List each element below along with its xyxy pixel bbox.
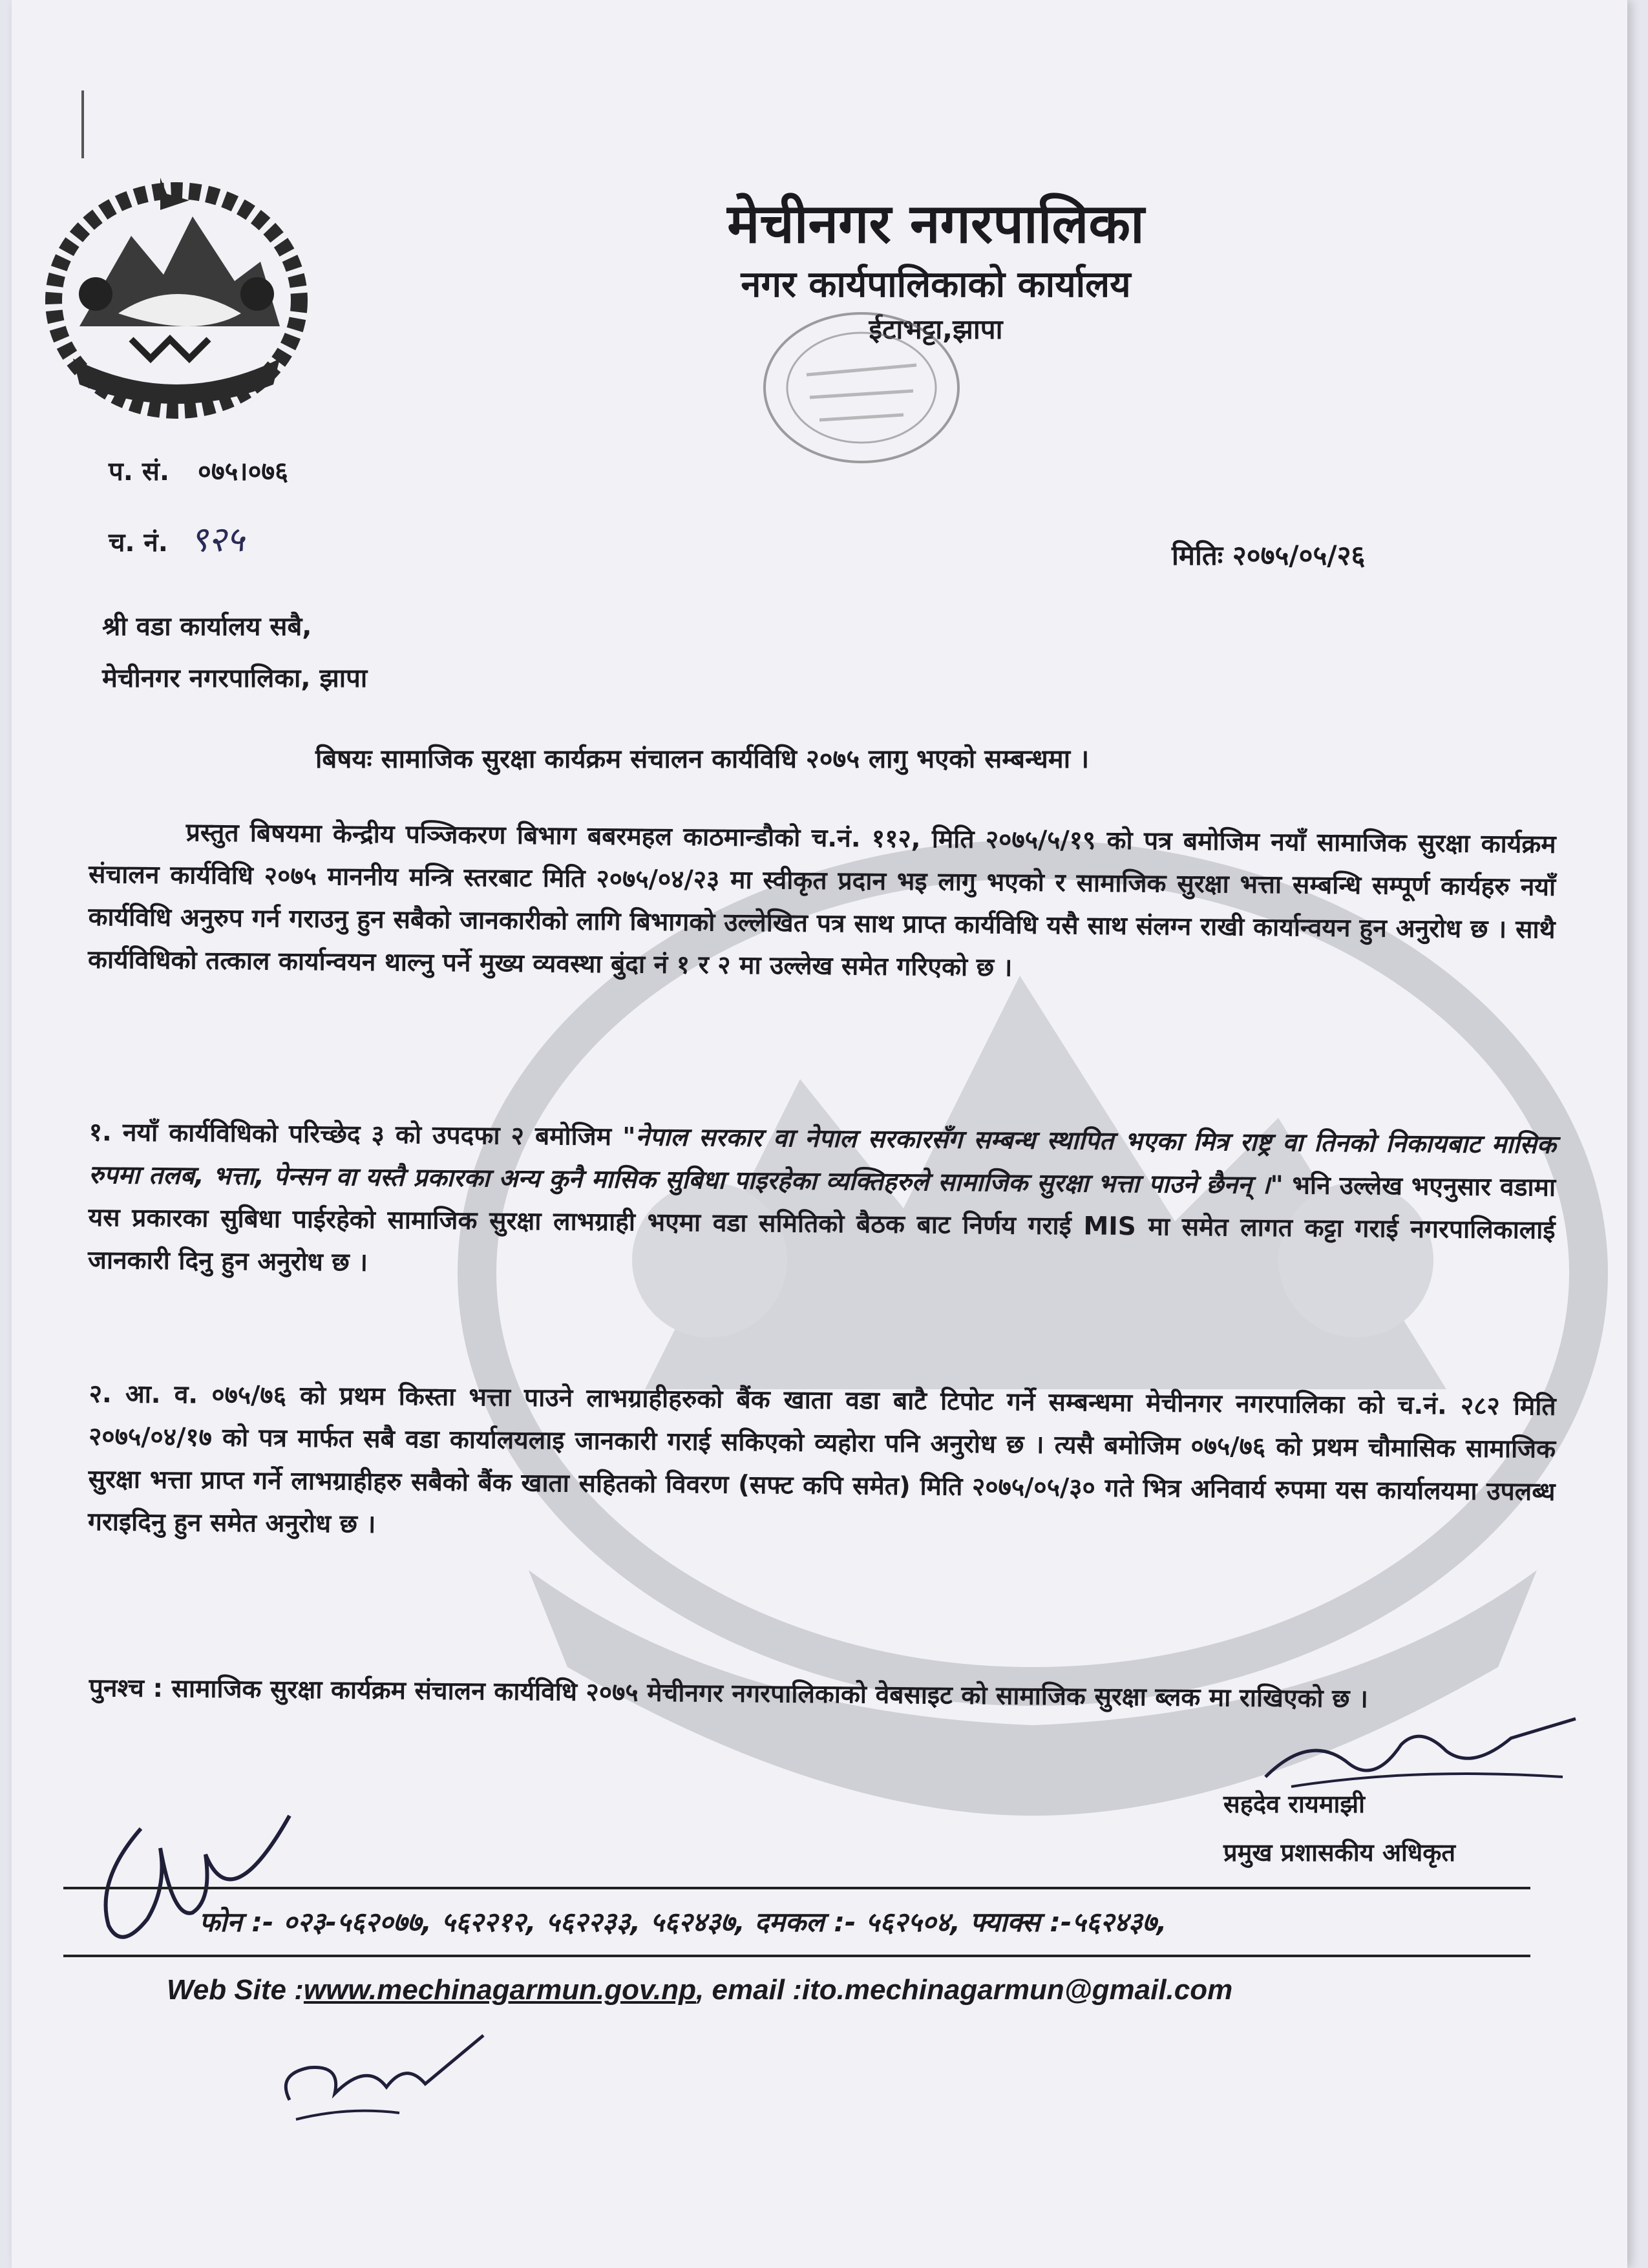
dispatch-number bbox=[109, 514, 244, 562]
signer-name: सहदेव रायमाझी bbox=[1223, 1790, 1365, 1818]
postscript: पुनश्च : सामाजिक सुरक्षा कार्यक्रम संचालन कार्यविधि २०७५ मेचीनगर नगरपालिकाको वेबसाइट को सामाजिक सुरक्षा ब्लक मा राखिएको छ । bbox=[89, 1673, 1369, 1714]
body-paragraph-2 bbox=[88, 1111, 1556, 1295]
ps-value: ०७५।०७६ bbox=[198, 457, 288, 487]
margin-mark bbox=[81, 90, 84, 158]
office-location: ईटाभट्टा,झापा bbox=[869, 313, 1003, 345]
letter-subject: बिषयः सामाजिक सुरक्षा कार्यक्रम संचालन कार्यविधि २०७५ लागु भएको सम्बन्धमा । bbox=[315, 744, 1090, 774]
p2-suffix: " भनि उल्लेख भएनुसार वडामा यस प्रकारका सुबिधा पाईरहेको सामाजिक सुरक्षा लाभग्राही भएमा वडा समितिको बैठक बाट निर्णय गराई MIS मा समेत लागत कट्टा गराई नगरपालिकालाई जानकारी दिनु हुन अनुरोध छ । bbox=[87, 1170, 1556, 1277]
office-name: नगर कार्यपालिकाको कार्यालय bbox=[741, 264, 1131, 306]
footer-phone: फोन :- ०२३-५६२०७७, ५६२२१२, ५६२२३३, ५६२४३७, दमकल :- ५६२५०४, फ्याक्स :-५६२४३७, bbox=[199, 1906, 1167, 1938]
signature-scribble-icon bbox=[1252, 1706, 1589, 1796]
footer-rule-bottom bbox=[63, 1955, 1530, 1957]
email-link[interactable]: ito.mechinagarmun@gmail.com bbox=[801, 1974, 1233, 2006]
office-stamp-icon bbox=[755, 304, 968, 472]
cn-value: ९२५ bbox=[189, 519, 245, 560]
footer-rule-top bbox=[63, 1887, 1530, 1889]
body-paragraph-3: २. आ. व. ०७५/७६ को प्रथम किस्ता भत्ता पाउने लाभग्राहीहरुको बैंक खाता वडा बाटै टिपोट गर्ने सम्बन्धमा मेचीनगर नगरपालिका को च.नं. २८२ मिति २०७५/०४/१७ को पत्र मार्फत सबै वडा कार्यालयलाइ जानकारी गराई सकिएको व्यहोरा पनि अनुरोध छ । त्यसै बमोजिम ०७५/७६ को प्रथम चौमासिक सामाजिक सुरक्षा भत्ता प्राप्त गर्ने लाभग्राहीहरु सबैको बैंक खाता सहितको विवरण (सफ्ट कपि समेत) मिति २०७५/०५/३० गते भित्र अनिवार्य रुपमा यस कार्यालयमा उपलब्ध गराइदिनु हुन समेत अनुरोध छ । bbox=[87, 1379, 1556, 1539]
letter-page bbox=[12, 0, 1627, 2268]
letter-date: मितिः २०७५/०५/२६ bbox=[1172, 540, 1366, 571]
signer-title: प्रमुख प्रशासकीय अधिकृत bbox=[1223, 1838, 1456, 1867]
addressee-line-2: मेचीनगर नगरपालिका, झापा bbox=[102, 664, 368, 693]
p2-quote: नेपाल सरकार वा नेपाल सरकारसँग सम्बन्ध स्थापित भएका मित्र राष्ट्र वा तिनको निकायबाट मासिक रुपमा तलब, भत्ता, पेन्सन वा यस्तै प्रकारका अन्य कुनै मासिक सुबिधा पाइरहेका व्यक्तिहरुले सामाजिक सुरक्षा भत्ता पाउने छैनन् । bbox=[88, 1122, 1556, 1200]
municipality-name: मेचीनगर नगरपालिका bbox=[727, 192, 1145, 255]
email-label: , email : bbox=[696, 1974, 802, 2006]
cn-label: च. नं. bbox=[109, 528, 168, 558]
web-label: Web Site : bbox=[167, 1974, 304, 2006]
bottom-initials-icon bbox=[270, 2022, 503, 2132]
body-paragraph-1: प्रस्तुत बिषयमा केन्द्रीय पञ्जिकरण बिभाग बबरमहल काठमान्डौको च.नं. ११२, मिति २०७५/५/१९ को पत्र बमोजिम नयाँ सामाजिक सुरक्षा कार्यक्रम संचालन कार्यविधि २०७५ माननीय मन्त्रि स्तरबाट मिति २०७५/०४/२३ मा स्वीकृत प्रदान भइ लागु भएको र सामाजिक सुरक्षा भत्ता सम्बन्धि सम्पूर्ण कार्यहरु नयाँ कार्यविधि अनुरुप गर्न गराउनु हुन सबैको जानकारीको लागि बिभागको उल्लेखित पत्र साथ प्राप्त कार्यविधि यसै साथ संलग्न राखी कार्यान्वयन हुन अनुरोध छ । साथै कार्यविधिको तत्काल कार्यान्वयन थाल्नु पर्ने मुख्य व्यवस्था बुंदा नं १ र २ मा उल्लेख समेत गरिएको छ । bbox=[87, 818, 1556, 983]
footer-web bbox=[167, 1974, 1232, 2006]
web-url-link[interactable]: www.mechinagarmun.gov.np bbox=[303, 1974, 697, 2006]
ps-label: प. सं. bbox=[109, 457, 170, 487]
letter-number bbox=[109, 452, 288, 488]
addressee-line-1: श्री वडा कार्यालय सबै, bbox=[102, 612, 312, 642]
p2-prefix: १. नयाँ कार्यविधिको परिच्छेद ३ को उपदफा २ बमोजिम " bbox=[89, 1117, 636, 1152]
